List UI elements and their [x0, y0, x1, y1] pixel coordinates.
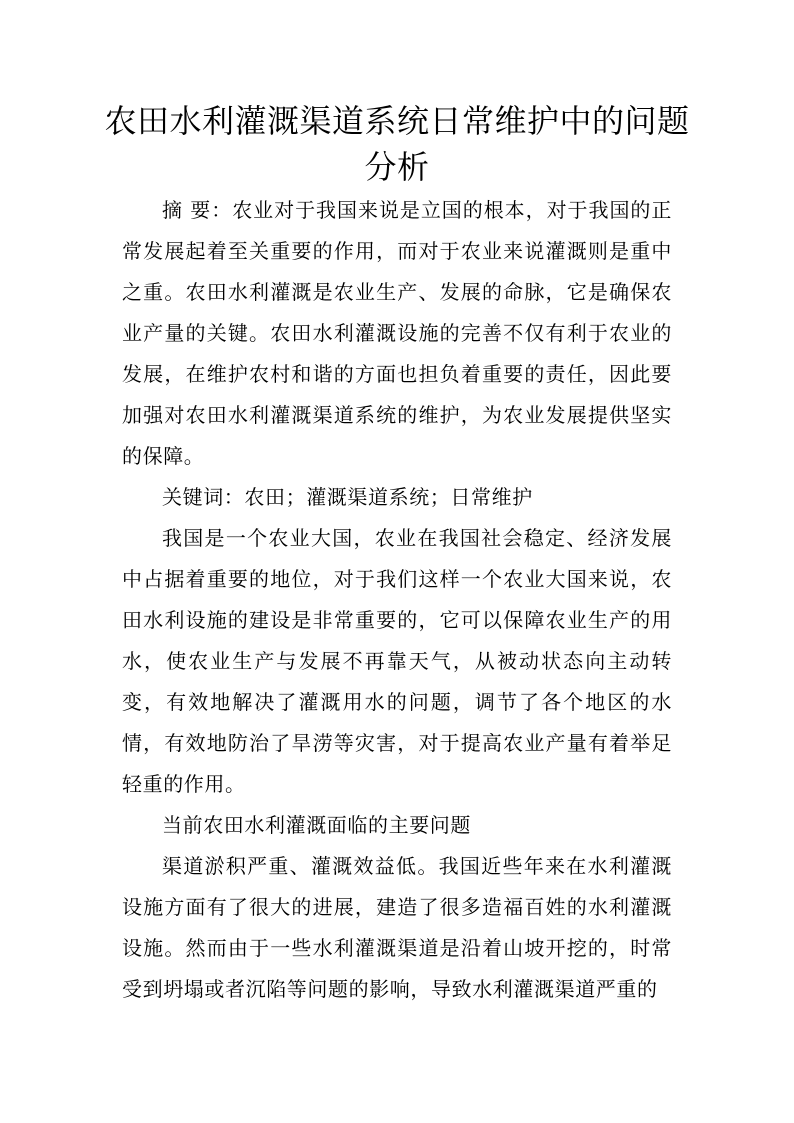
- section-heading: 当前农田水利灌溉面临的主要问题: [162, 813, 471, 837]
- abstract-paragraph: 摘 要：农业对于我国来说是立国的根本，对于我国的正常发展起着至关重要的作用，而对于农业来说灌溉则是重中之重。农田水利灌溉是农业生产、发展的命脉，它是确保农业产量的关键。农田水利灌溉设施的完善不仅有利于农业的发展，在维护农村和谐的方面也担负着重要的责任，因此要加强对农田水利灌溉渠道系统的维护，为农业发展提供坚实的保障。: [122, 198, 672, 468]
- document-body: [122, 190, 672, 1010]
- intro-paragraph: 我国是一个农业大国，农业在我国社会稳定、经济发展中占据着重要的地位，对于我们这样一个农业大国来说，农田水利设施的建设是非常重要的，它可以保障农业生产的用水，使农业生产与发展不再靠天气，从被动状态向主动转变，有效地解决了灌溉用水的问题，调节了各个地区的水情，有效地防治了旱涝等灾害，对于提高农业产量有着举足轻重的作用。: [122, 526, 672, 796]
- document-title: 农田水利灌溉渠道系统日常维护中的问题分析: [104, 102, 690, 186]
- section-paragraph: 渠道淤积严重、灌溉效益低。我国近些年来在水利灌溉设施方面有了很大的进展，建造了很多造福百姓的水利灌溉设施。然而由于一些水利灌溉渠道是沿着山坡开挖的，时常受到坍塌或者沉陷等问题的影响，导致水利灌溉渠道严重的: [122, 854, 672, 1001]
- keywords-line: 关键词：农田；灌溉渠道系统；日常维护: [162, 485, 533, 509]
